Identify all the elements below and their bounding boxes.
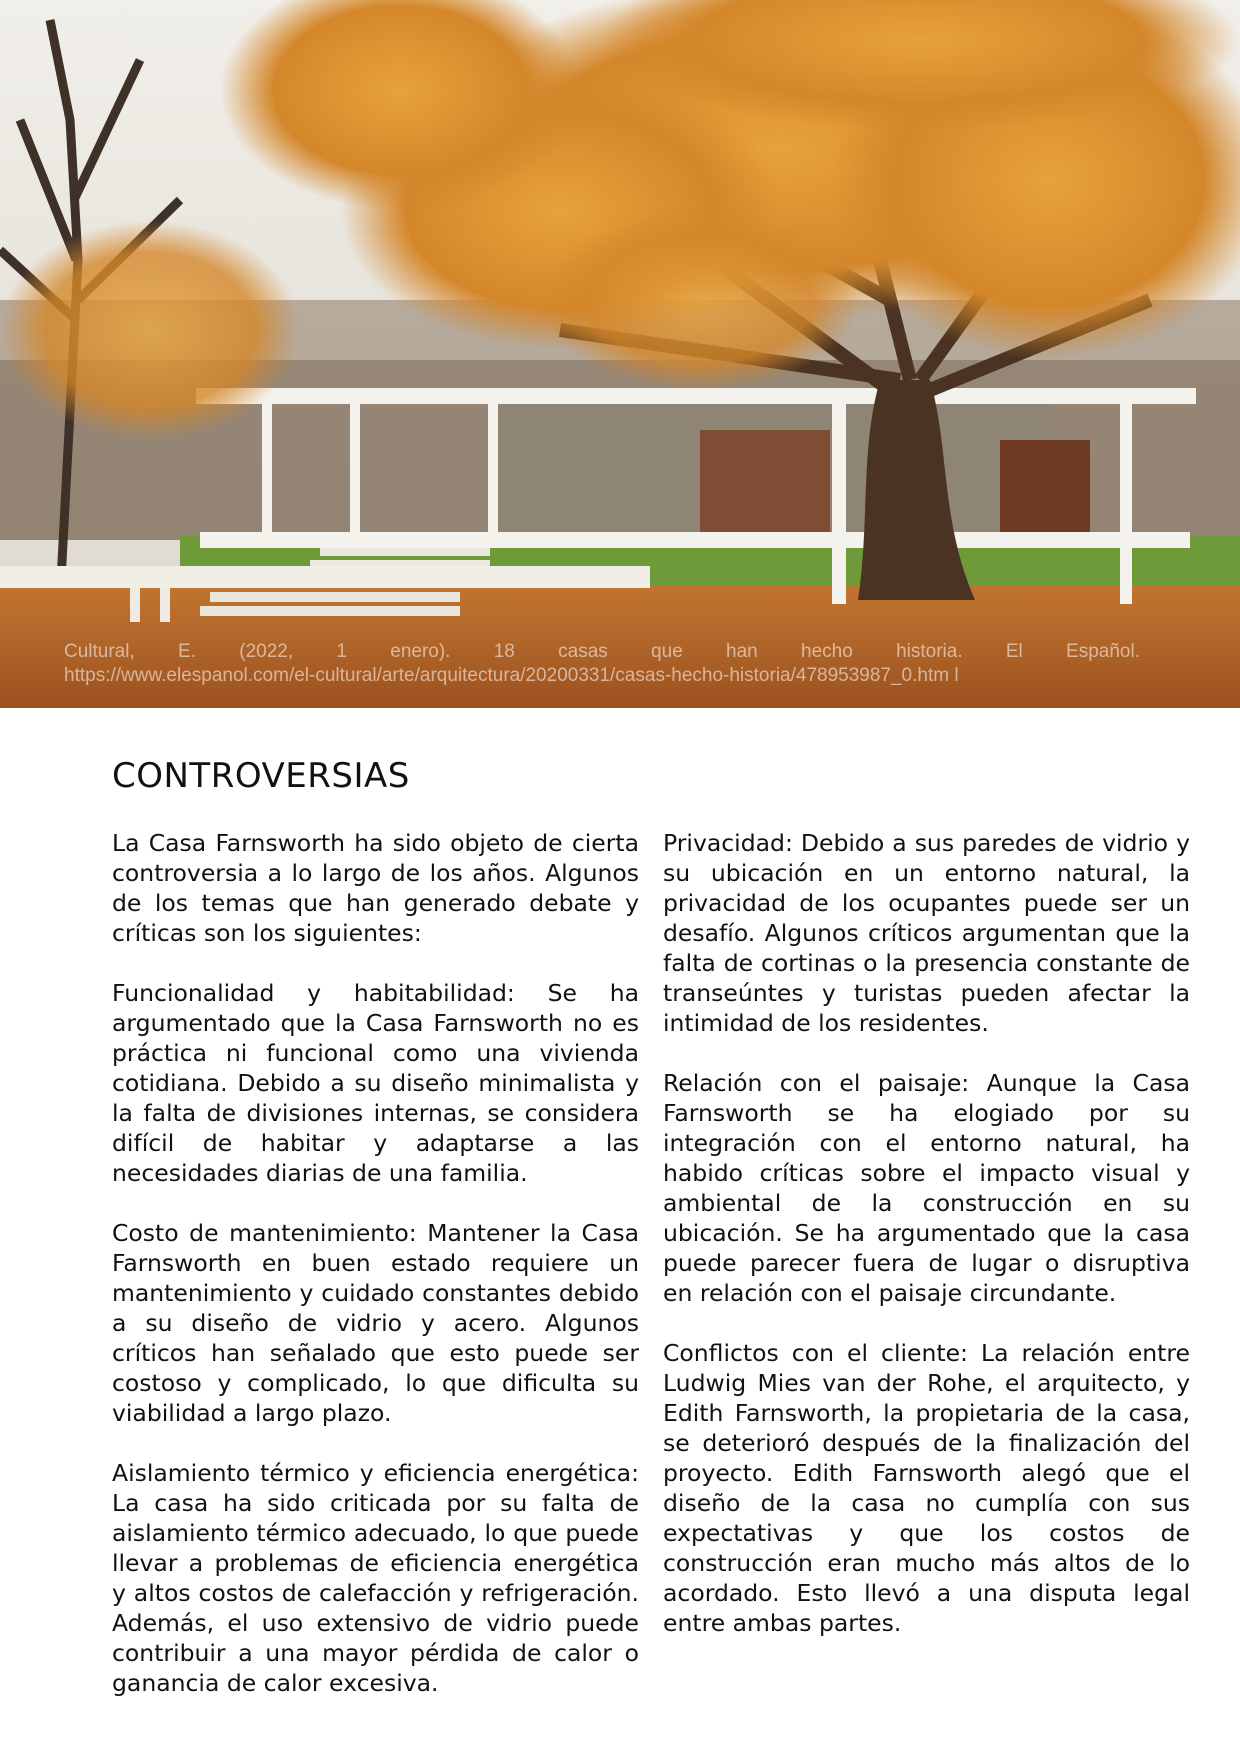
paragraph-paisaje: Relación con el paisaje: Aunque la Casa Farnsworth se ha elogiado por su integración con el entorno natural, ha habido críticas sobre el impacto visual y ambiental de la construcción en su ubicación. Se ha argumentado que la casa puede parecer fuera de lugar o disruptiva en relación con el paisaje circundante.: [663, 1069, 1190, 1307]
paragraph-aislamiento: Aislamiento térmico y eficiencia energética: La casa ha sido criticada por su falta de aislamiento térmico adecuado, lo que puede llevar a problemas de eficiencia energética y altos costos de calefacción y refrigeración. Además, el uso extensivo de vidrio puede contribuir a una mayor pérdida de calor o ganancia de calor excesiva.: [112, 1459, 639, 1697]
paragraph-conflictos: Conflictos con el cliente: La relación entre Ludwig Mies van der Rohe, el arquitecto, y Edith Farnsworth, la propietaria de la casa, se deterioró después de la finalización del proyecto. Edith Farnsworth alegó que el diseño de la casa no cumplía con sus expectativas y que los costos de construcción eran mucho más altos de lo acordado. Esto llevó a una disputa legal entre ambas partes.: [663, 1339, 1190, 1637]
caption-citation: Cultural, E. (2022, 1 enero). 18 casas que han hecho historia. El Español.: [64, 641, 1140, 662]
caption-url: https://www.elespanol.com/el-cultural/arte/arquitectura/20200331/casas-hecho-historia/478953987_0.htm l: [64, 665, 959, 686]
farnsworth-house-photo: [0, 0, 1240, 708]
right-column: [663, 828, 1190, 1668]
paragraph-privacidad: Privacidad: Debido a sus paredes de vidrio y su ubicación en un entorno natural, la privacidad de los ocupantes puede ser un desafío. Algunos críticos argumentan que la falta de cortinas o la presencia constante de transeúntes y turistas pueden afectar la intimidad de los residentes.: [663, 829, 1190, 1037]
section-title: CONTROVERSIAS: [112, 756, 410, 796]
left-column: [112, 828, 639, 1728]
hero-image: [0, 0, 1240, 708]
image-caption: [64, 640, 1140, 688]
paragraph-costo: Costo de mantenimiento: Mantener la Casa Farnsworth en buen estado requiere un mantenimiento y cuidado constantes debido a su diseño de vidrio y acero. Algunos críticos han señalado que esto puede ser costoso y complicado, lo que dificulta su viabilidad a largo plazo.: [112, 1219, 639, 1427]
paragraph-funcionalidad: Funcionalidad y habitabilidad: Se ha argumentado que la Casa Farnsworth no es práctica ni funcional como una vivienda cotidiana. Debido a su diseño minimalista y la falta de divisiones internas, se considera difícil de habitar y adaptarse a las necesidades diarias de una familia.: [112, 979, 639, 1187]
paragraph-intro: La Casa Farnsworth ha sido objeto de cierta controversia a lo largo de los años. Algunos de los temas que han generado debate y críticas son los siguientes:: [112, 829, 639, 947]
